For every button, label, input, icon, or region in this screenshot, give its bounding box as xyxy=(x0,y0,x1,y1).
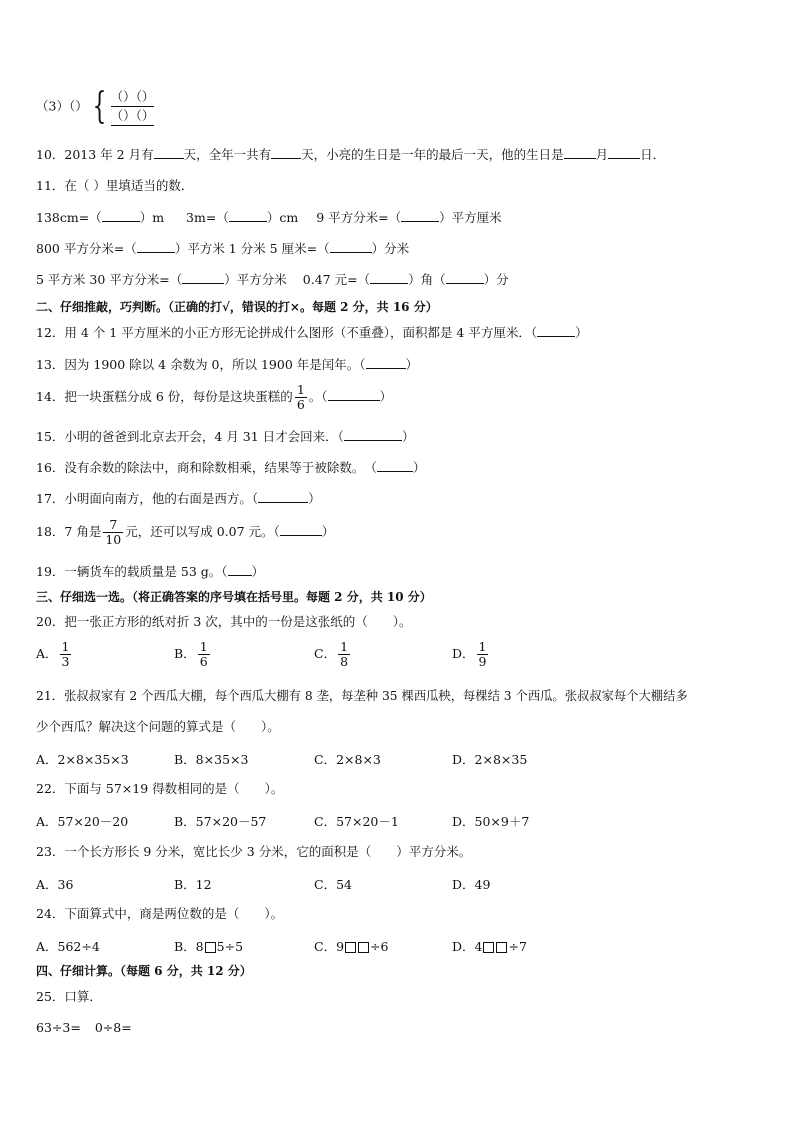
close-paren: ） xyxy=(405,357,419,372)
oral-calc-item: 0÷8= xyxy=(94,1020,132,1035)
q11-blank[interactable] xyxy=(370,271,408,284)
answer-blank[interactable] xyxy=(280,523,322,536)
close-paren: ） xyxy=(251,564,265,579)
question-16 xyxy=(36,459,425,476)
fraction xyxy=(295,383,307,412)
q9-part3 xyxy=(36,88,154,126)
q10-text-e: 日． xyxy=(640,147,666,162)
q9-label: （3） xyxy=(36,98,69,114)
denominator: 6 xyxy=(199,654,208,669)
question-13 xyxy=(36,356,418,373)
option-letter: A． xyxy=(36,646,58,661)
empty-box-icon xyxy=(345,942,356,953)
q22-option-d[interactable]: D．50×9＋7 xyxy=(452,814,530,829)
question-22-stem: 22．下面与 57×19 得数相同的是（ ）。 xyxy=(36,781,284,796)
q11-r1-t3: ）cm xyxy=(266,210,299,225)
numerator: 1 xyxy=(199,639,208,654)
answer-blank[interactable] xyxy=(258,490,308,503)
q10-blank-3[interactable] xyxy=(564,146,596,159)
q10-blank-2[interactable] xyxy=(271,146,301,159)
close-paren: ） xyxy=(412,460,426,475)
q11-r3-t2: 0.47 元=（ xyxy=(302,272,371,287)
q21-option-c[interactable]: C．2×8×3 xyxy=(314,752,381,767)
fraction xyxy=(338,640,350,669)
question-21-stem-1: 21．张叔叔家有 2 个西瓜大棚，每个西瓜大棚有 8 垄，每垄种 35 棵西瓜秧，每棵结 3 个西瓜。张叔叔家每个大棚结多 xyxy=(36,689,688,703)
fraction xyxy=(477,640,489,669)
q11-r1-t1: ）m xyxy=(139,210,165,225)
option-text: D．4 xyxy=(452,939,483,954)
q18-text-b: 元，还可以写成 0.07 元。（ xyxy=(125,524,280,539)
answer-blank[interactable] xyxy=(228,563,252,576)
question-24-stem: 24．下面算式中，商是两位数的是（ ）。 xyxy=(36,906,284,921)
fraction xyxy=(198,640,210,669)
denominator: 6 xyxy=(296,397,305,412)
empty-box-icon xyxy=(358,942,369,953)
close-paren: ） xyxy=(379,389,393,404)
numerator: 1 xyxy=(61,639,70,654)
q24-option-a[interactable]: A．562÷4 xyxy=(36,939,100,954)
brace-icon: { xyxy=(92,86,107,127)
numerator: 1 xyxy=(296,382,305,397)
empty-box-icon xyxy=(496,942,507,953)
question-14 xyxy=(36,382,392,412)
q11-blank[interactable] xyxy=(102,209,140,222)
q11-blank[interactable] xyxy=(330,240,372,253)
question-11-title: 11．在（ ）里填适当的数． xyxy=(36,178,194,193)
q10-text-a: 10．2013 年 2 月有 xyxy=(36,147,154,162)
q11-blank[interactable] xyxy=(229,209,267,222)
denominator: 3 xyxy=(61,654,70,669)
q23-option-a[interactable]: A．36 xyxy=(36,877,74,892)
question-25: 25．口算． xyxy=(36,989,102,1004)
section-3-heading: 三、仔细选一选。（将正确答案的序号填在括号里。每题 2 分，共 10 分） xyxy=(36,590,432,604)
q11-blank[interactable] xyxy=(401,209,439,222)
option-text: 5÷5 xyxy=(216,939,244,954)
numerator: 7 xyxy=(103,518,123,533)
q11-r2-t0: 800 平方分米=（ xyxy=(36,241,137,256)
q9-brace-lines xyxy=(111,88,155,126)
close-paren: ） xyxy=(401,429,415,444)
q11-r1-t4: 9 平方分米=（ xyxy=(316,210,402,225)
option-letter: B． xyxy=(174,646,196,661)
q21-option-a[interactable]: A．2×8×35×3 xyxy=(36,752,129,767)
q14-text-a: 14．把一块蛋糕分成 6 份，每份是这块蛋糕的 xyxy=(36,389,293,404)
q9-paren: （） xyxy=(68,98,88,114)
q21-option-b[interactable]: B．8×35×3 xyxy=(174,752,249,767)
fraction xyxy=(103,518,123,547)
q15-text: 15．小明的爸爸到北京去开会，4 月 31 日才会回来．（ xyxy=(36,429,344,444)
q22-option-b[interactable]: B．57×20－57 xyxy=(174,814,267,829)
q24-option-d[interactable] xyxy=(452,937,527,955)
q23-option-b[interactable]: B．12 xyxy=(174,877,212,892)
answer-blank[interactable] xyxy=(366,356,406,369)
q10-text-c: 天，小亮的生日是一年的最后一天，他的生日是 xyxy=(301,147,564,162)
close-paren: ） xyxy=(308,491,321,506)
empty-box-icon xyxy=(483,942,494,953)
q10-blank-1[interactable] xyxy=(154,146,184,159)
q12-text: 12．用 4 个 1 平方厘米的小正方形无论拼成什么图形（不重叠），面积都是 4 平方厘米．（ xyxy=(36,325,538,340)
numerator: 1 xyxy=(478,639,487,654)
q24-option-b[interactable] xyxy=(174,937,243,955)
q22-option-c[interactable]: C．57×20－1 xyxy=(314,814,399,829)
question-15 xyxy=(36,428,414,445)
q11-r3-t3: ）角（ xyxy=(408,272,446,287)
q11-r3-t0: 5 平方米 30 平方分米=（ xyxy=(36,272,183,287)
section-2-heading: 二、仔细推敲，巧判断。（正确的打√，错误的打×。每题 2 分，共 16 分） xyxy=(36,300,438,314)
q11-r3-t1: ）平方分米 xyxy=(224,272,287,287)
q20-option-b[interactable] xyxy=(174,640,212,669)
option-letter: C． xyxy=(314,646,337,661)
answer-blank[interactable] xyxy=(344,428,402,441)
option-text: ÷6 xyxy=(370,939,389,954)
q22-option-a[interactable]: A．57×20－20 xyxy=(36,814,129,829)
q11-r2-t2: ）分米 xyxy=(371,241,410,256)
q11-blank[interactable] xyxy=(446,271,484,284)
q11-blank[interactable] xyxy=(137,240,175,253)
numerator: 1 xyxy=(340,639,349,654)
q21-option-d[interactable]: D．2×8×35 xyxy=(452,752,528,767)
question-17 xyxy=(36,490,321,507)
q10-text-d: 月 xyxy=(595,147,609,162)
q20-option-c[interactable] xyxy=(314,640,352,669)
empty-box-icon xyxy=(205,942,216,953)
question-19 xyxy=(36,563,264,580)
answer-blank[interactable] xyxy=(328,388,380,401)
section-4-heading: 四、仔细计算。（每题 6 分，共 12 分） xyxy=(36,964,252,978)
question-10 xyxy=(36,146,665,163)
q11-r1-t0: 138cm=（ xyxy=(36,210,102,225)
question-18 xyxy=(36,516,334,548)
q20-option-d[interactable] xyxy=(452,640,490,669)
q16-text: 16．没有余数的除法中，商和除数相乘，结果等于被除数。 （ xyxy=(36,460,377,475)
answer-blank[interactable] xyxy=(377,459,413,472)
question-11-row3 xyxy=(36,271,509,288)
oral-calc-item: 63÷3= xyxy=(36,1020,81,1035)
denominator: 9 xyxy=(478,654,487,669)
question-20-stem: 20．把一张正方形的纸对折 3 次，其中的一份是这张纸的（ ）。 xyxy=(36,614,412,629)
q13-text: 13．因为 1900 除以 4 余数为 0，所以 1900 年是闰年。（ xyxy=(36,357,366,372)
denominator: 10 xyxy=(105,532,122,547)
q25-items xyxy=(36,1020,132,1036)
q17-text: 17．小明面向南方，他的右面是西方。（ xyxy=(36,491,259,506)
q18-text-a: 18．7 角是 xyxy=(36,524,102,539)
q11-r3-t4: ）分 xyxy=(483,272,509,287)
question-11-row2 xyxy=(36,240,409,257)
denominator: 8 xyxy=(340,654,349,669)
q10-blank-4[interactable] xyxy=(608,146,640,159)
question-23-stem: 23．一个长方形长 9 分米，宽比长少 3 分米，它的面积是（ ）平方分米。 xyxy=(36,844,472,859)
q9-line2: （）（） xyxy=(111,107,155,126)
answer-blank[interactable] xyxy=(537,324,575,337)
option-text: ÷7 xyxy=(508,939,527,954)
q14-text-b: 。（ xyxy=(308,389,328,404)
q24-option-c[interactable] xyxy=(314,937,388,955)
q23-option-c[interactable]: C．54 xyxy=(314,877,352,892)
q20-option-a[interactable] xyxy=(36,640,73,669)
close-paren: ） xyxy=(575,325,588,340)
close-paren: ） xyxy=(321,524,335,539)
q11-blank[interactable] xyxy=(182,271,224,284)
q23-option-d[interactable]: D．49 xyxy=(452,877,491,892)
option-letter: D． xyxy=(452,646,475,661)
q19-text: 19．一辆货车的载质量是 53 g。（ xyxy=(36,564,228,579)
option-text: C．9 xyxy=(314,939,345,954)
q10-text-b: 天，全年一共有 xyxy=(183,147,272,162)
option-text: B．8 xyxy=(174,939,204,954)
q9-line1: （）（） xyxy=(111,88,155,107)
question-11-row1 xyxy=(36,209,502,226)
fraction xyxy=(60,640,72,669)
question-21-stem-2: 少个西瓜？解决这个问题的算式是（ ）。 xyxy=(36,719,280,734)
q11-r2-t1: ）平方米 1 分米 5 厘米=（ xyxy=(174,241,330,256)
question-12 xyxy=(36,324,588,341)
q11-r1-t2: 3m=（ xyxy=(186,210,229,225)
q11-r1-t5: ）平方厘米 xyxy=(439,210,502,225)
